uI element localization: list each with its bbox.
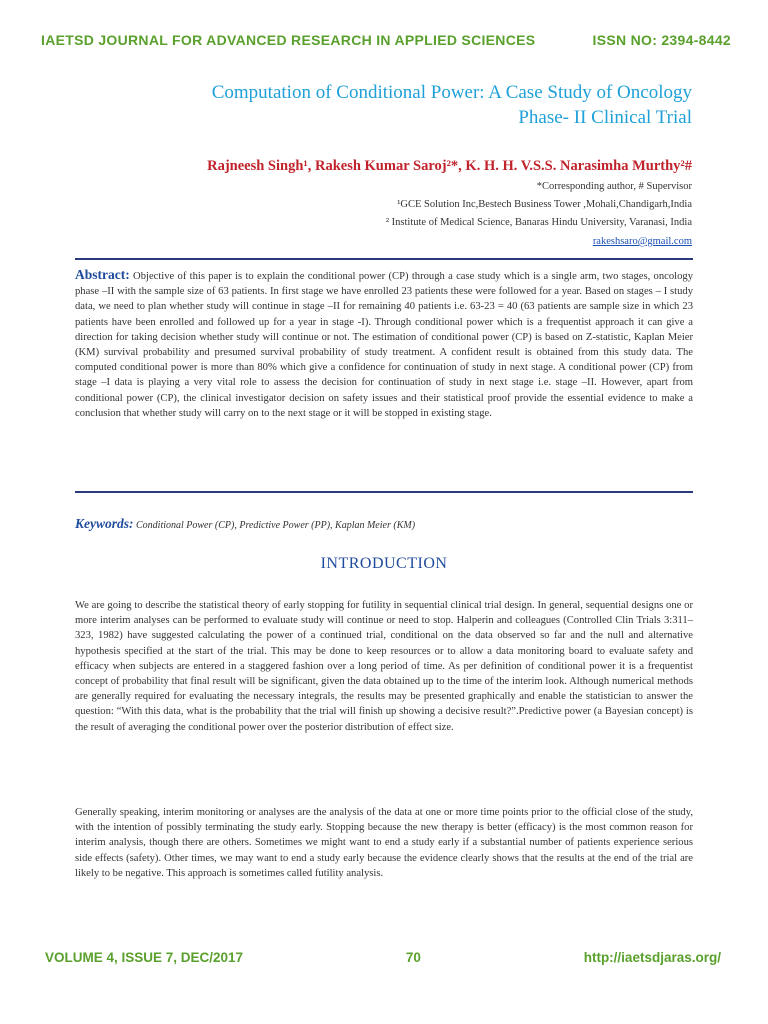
keywords-text: Conditional Power (CP), Predictive Power (PP), Kaplan Meier (KM) [136, 520, 416, 531]
abstract-block [75, 267, 693, 421]
journal-name: IAETSD JOURNAL FOR ADVANCED RESEARCH IN APPLIED SCIENCES [41, 32, 536, 48]
affiliation-1: ¹GCE Solution Inc,Bestech Business Tower ,Mohali,Chandigarh,India [397, 199, 692, 210]
section-heading: INTRODUCTION [320, 555, 448, 572]
abstract-text: Objective of this paper is to explain the conditional power (CP) through a case study which is a single arm, two stages, oncology phase –II with the sample size of 63 patients. In first stage we have enrolled 23 patients these were followed for a year. Based on stages – I study data, we need to plan whether study will continue in stage –II for remaining 40 patients i.e. 63-23 = 40 (63 patients are sample size in which 23 patients have been enrolled and followed up for a year in stage -I). Through conditional power which is a frequentist approach it can give a direction for taking decision whether study will continue or not. The estimation of conditional power (CP) is based on Z-statistic, Kaplan Meier (KM) survival probability and presumed survival probability of study treatment. A confident result is obtained from this study data. The computed conditional power is more than 80% which give a confidence for continuation of study in next stage. A conditional power (CP) from stage –I data is playing a very vital role to assess the decision for continuation of study in next stage i.e. stage –II. However, apart from conditional power (CP), the clinical investigator decision on safety issues and their statistical proof provide the essential evidence to make a conclusion that whether study will carry on to the next stage or it will be stopped in existing stage. [75, 271, 693, 419]
volume-info: VOLUME 4, ISSUE 7, DEC/2017 [45, 950, 244, 965]
page-number: 70 [405, 950, 421, 965]
keywords-label: Keywords: [75, 516, 134, 531]
top-divider [75, 258, 693, 260]
title-line-1: Computation of Conditional Power: A Case Study of Oncology [211, 82, 692, 103]
contact-email-link[interactable]: rakeshsaro@gmail.com [592, 236, 692, 247]
page-footer [45, 950, 721, 965]
affiliation-note: *Corresponding author, # Supervisor [536, 181, 692, 192]
bottom-divider [75, 491, 693, 493]
journal-header [41, 32, 731, 48]
intro-paragraph-2: Generally speaking, interim monitoring or analyses are the analysis of the data at one or more time points prior to the official close of the study, with the intention of possibly terminating the study early. Stopping because the new therapy is better (efficacy) is the most common reason for interim analysis, though there are others. Sometimes we might want to end a study early if a substantial number of patients experience serious side effects (safety). Other times, we may want to end a study early because the evidence clearly shows that the results at the end of the trial are likely to be negative. This approach is sometimes called futility analysis. [75, 807, 693, 879]
paper-title [72, 80, 692, 130]
keywords-block [75, 516, 693, 532]
journal-url-link[interactable]: http://iaetsdjaras.org/ [583, 950, 721, 965]
abstract-label: Abstract: [75, 267, 130, 282]
affiliation-2: ² Institute of Medical Science, Banaras Hindu University, Varanasi, India [385, 217, 692, 228]
intro-paragraph-1: We are going to describe the statistical theory of early stopping for futility in sequential clinical trial design. In general, sequential designs one or more interim analyses can be performed to evaluate study will continue or need to stop. Halperin and colleagues (Controlled Clin Trials 3:311–323, 1982) have suggested calculating the power of a continued trial, conditional on the data observed so far and the null and alternative hypothesis specified at the start of the trial. This may be done to keep resources or to allow a data monitoring board to evaluate safety and efficacy when subjects are entered in a staggered fashion over a long period of time. As per definition of conditional power it is a frequentist concept of probability that final result will be significant, given the data obtained up to the time of the interim look. Although numerical methods are generally required for evaluating the necessary integrals, the results may be presented graphically and enable the statistician to answer the question: “With this data, what is the probability that the trial will finish up showing a decisive result?”.Predictive power (a Bayesian concept) is the result of averaging the conditional power over the posterior distribution of effect size. [75, 600, 693, 733]
author-list: Rajneesh Singh¹, Rakesh Kumar Saroj²*, K. H. H. V.S.S. Narasimha Murthy²# [207, 158, 692, 174]
issn-number: ISSN NO: 2394-8442 [592, 32, 731, 48]
title-line-2: Phase- II Clinical Trial [518, 107, 692, 128]
